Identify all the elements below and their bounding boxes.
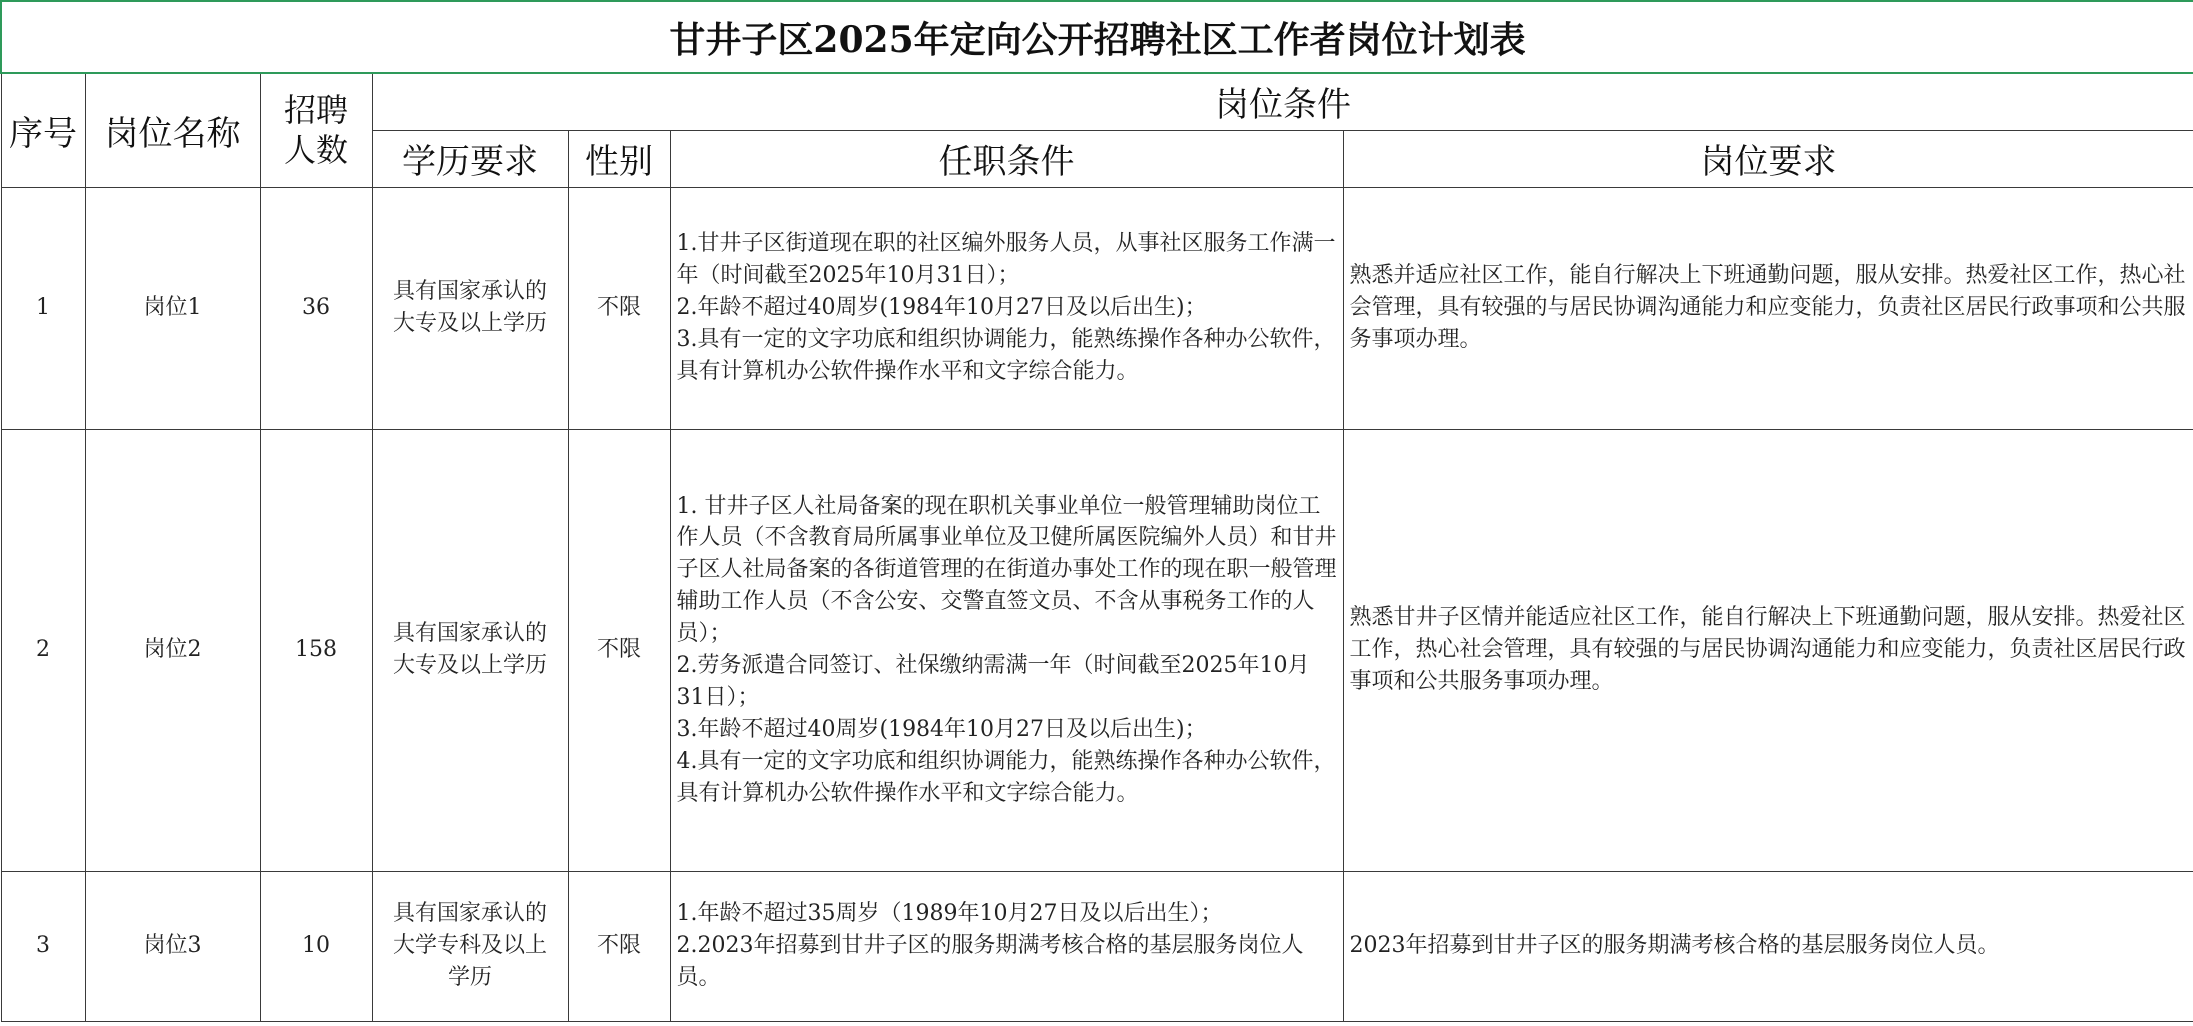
- header-recruit-count-line1: 招聘: [283, 91, 348, 130]
- qualification-line: 3.年龄不超过40周岁(1984年10月27日及以后出生)；: [676, 716, 1207, 742]
- header-qualifications: 任职条件: [670, 130, 1343, 187]
- row-requirements: 熟悉甘井子区情并能适应社区工作，能自行解决上下班通勤问题，服从安排。热爱社区工作，热心社会管理，具有较强的与居民协调沟通能力和应变能力，负责社区居民行政事项和公共服务事项办理。: [1343, 429, 2193, 871]
- qualification-line: 4.具有一定的文字功底和组织协调能力，能熟练操作各种办公软件，具有计算机办公软件操作水平和文字综合能力。: [676, 748, 1336, 806]
- table-row: [1, 429, 2193, 871]
- row-seq: 1: [1, 187, 85, 429]
- row-count: 10: [260, 871, 372, 1021]
- row-gender: 不限: [568, 871, 670, 1021]
- qualification-line: 1.年龄不超过35周岁（1989年10月27日及以后出生）；: [676, 901, 1223, 927]
- header-post-name: 岗位名称: [85, 73, 260, 187]
- header-gender: 性别: [568, 130, 670, 187]
- header-education: 学历要求: [372, 130, 568, 187]
- qualification-line: 2.年龄不超过40周岁(1984年10月27日及以后出生)；: [676, 295, 1207, 321]
- row-education: [372, 429, 568, 871]
- header-seq: 序号: [1, 73, 85, 187]
- qualification-line: 1.甘井子区街道现在职的社区编外服务人员，从事社区服务工作满一年（时间截至2025年10月31日）；: [676, 231, 1336, 289]
- row-count: 36: [260, 187, 372, 429]
- header-recruit-count-line2: 人数: [283, 131, 348, 170]
- row-post-name: 岗位2: [85, 429, 260, 871]
- row-seq: 2: [1, 429, 85, 871]
- row-qualifications: [670, 187, 1343, 429]
- page-title: 甘井子区2025年定向公开招聘社区工作者岗位计划表: [1, 1, 2193, 73]
- row-post-name: 岗位1: [85, 187, 260, 429]
- qualification-line: 1. 甘井子区人社局备案的现在职机关事业单位一般管理辅助岗位工作人员（不含教育局所属事业单位及卫健所属医院编外人员）和甘井子区人社局备案的各街道管理的在街道办事处工作的现在职一般管理辅助工作人员（不含公安、交警直签文员、不含从事税务工作的人员）；: [676, 493, 1337, 647]
- row-education-text: 具有国家承认的大学专科及以上学历: [392, 901, 547, 990]
- qualification-line: 2.2023年招募到甘井子区的服务期满考核合格的基层服务岗位人员。: [676, 933, 1304, 990]
- header-requirements: 岗位要求: [1343, 130, 2193, 187]
- row-requirements: 熟悉并适应社区工作，能自行解决上下班通勤问题，服从安排。热爱社区工作，热心社会管理，具有较强的与居民协调沟通能力和应变能力，负责社区居民行政事项和公共服务事项办理。: [1343, 187, 2193, 429]
- row-education: [372, 187, 568, 429]
- row-education-text: 具有国家承认的大专及以上学历: [392, 621, 547, 678]
- table-row: [1, 871, 2193, 1021]
- row-qualifications: [670, 429, 1343, 871]
- table-row: [1, 187, 2193, 429]
- row-qualifications: [670, 871, 1343, 1021]
- header-row-1: [1, 73, 2193, 130]
- header-recruit-count: [260, 73, 372, 187]
- qualification-line: 3.具有一定的文字功底和组织协调能力，能熟练操作各种办公软件，具有计算机办公软件操作水平和文字综合能力。: [676, 326, 1336, 384]
- title-row: [1, 1, 2193, 73]
- header-conditions-group: 岗位条件: [372, 73, 2193, 130]
- qualification-line: 2.劳务派遣合同签订、社保缴纳需满一年（时间截至2025年10月31日）；: [676, 653, 1310, 710]
- row-post-name: 岗位3: [85, 871, 260, 1021]
- row-education: [372, 871, 568, 1021]
- row-education-text: 具有国家承认的大专及以上学历: [392, 279, 547, 336]
- row-requirements: 2023年招募到甘井子区的服务期满考核合格的基层服务岗位人员。: [1343, 871, 2193, 1021]
- row-gender: 不限: [568, 187, 670, 429]
- row-count: 158: [260, 429, 372, 871]
- row-gender: 不限: [568, 429, 670, 871]
- row-seq: 3: [1, 871, 85, 1021]
